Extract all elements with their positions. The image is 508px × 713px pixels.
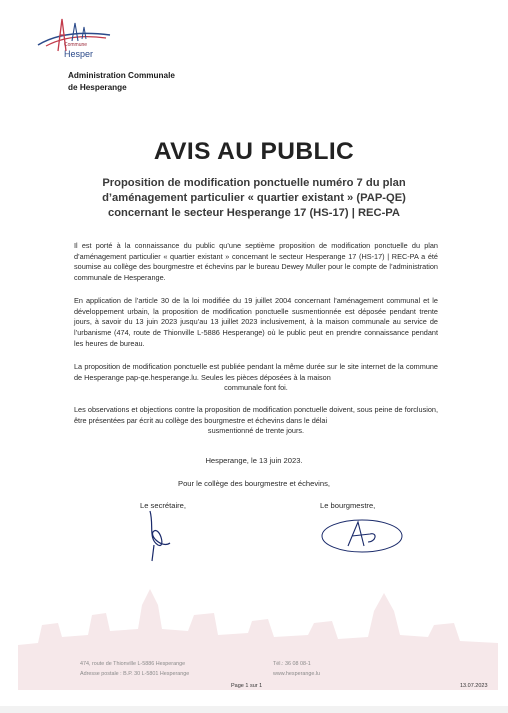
publication-text: La proposition de modification ponctuelle est publiée pendant la même durée sur le site internet de la commune de Hesperange pap-qe.hesperange.lu. Seules les pièces déposées à la maison [74, 362, 438, 382]
publication-text-end: communale font foi. [224, 383, 288, 393]
logo-name-text: Hesper [64, 49, 94, 59]
footer-contact [273, 660, 320, 679]
admin-line-1: Administration Communale [68, 71, 175, 80]
paragraph-publication [74, 362, 438, 394]
logo-small-text: Commune [64, 42, 88, 48]
footer-date: 13.07.2023 [460, 683, 488, 689]
subtitle-line-1: Proposition de modification ponctuelle numéro 7 du plan [102, 177, 406, 189]
subtitle-line-3: concernant le secteur Hesperange 17 (HS-17) | REC-PA [107, 207, 401, 219]
mayor-signature [318, 512, 408, 562]
footer-address-line-1: 474, route de Thionville L-5886 Hesperange [80, 661, 186, 667]
secretary-label: Le secrétaire, [140, 501, 187, 510]
footer-address-line-2: Adresse postale : B.P. 30 L-5801 Hesperange [80, 670, 190, 677]
date-line: Hesperange, le 13 juin 2023. [205, 456, 303, 465]
admin-line-2: de Hesperange [68, 82, 127, 92]
logo-wordmark [64, 41, 93, 59]
notice-subtitle [70, 176, 438, 221]
footer-telephone: Tél.: 36 08 08-1 [273, 661, 311, 667]
mayor-label: Le bourgmestre, [320, 501, 376, 510]
page-number: Page 1 sur 1 [231, 683, 263, 689]
objections-text: Les observations et objections contre la proposition de modification ponctuelle doivent, sous peine de forclusion, être présentées par écrit au collège des bourgmestre et échevins dans le délai [74, 405, 438, 425]
objections-text-end: susmentionné de trente jours. [207, 426, 305, 436]
subtitle-line-2: d’aménagement particulier « quartier existant » (PAP-QE) [102, 192, 406, 204]
footer-address [80, 660, 189, 679]
college-line: Pour le collège des bourgmestre et échevins, [178, 479, 330, 488]
paragraph-legal-deposit: En application de l’article 30 de la loi modifiée du 19 juillet 2004 concernant l’aménagement communal et le développement urbain, la proposition de modification ponctuelle susmentionnée est déposée pendant trente jours, à savoir du 13 juin 2023 jusqu’au 13 juillet 2023 inclusivement, à la maison communale au service de l’urbanisme (474, route de Thionville L-5886 Hesperange) où le public peut en prendre connaissance pendant les heures de bureau. [74, 296, 438, 348]
paragraph-announcement: Il est porté à la connaissance du public qu’une septième proposition de modification ponctuelle du plan d’aménagement particulier « quartier existant » concernant le secteur Hesperange 17 (HS-17) | REC-PA a été soumise au collège des bourgmestre et échevins par le bureau Dewey Muller pour le compte de l’administration communale de Hesperange. [74, 241, 438, 283]
secretary-signature [140, 505, 180, 565]
paragraph-objections [74, 405, 438, 437]
administration-header [68, 70, 175, 93]
bottom-bar [0, 706, 508, 713]
footer-website: www.hesperange.lu [273, 670, 321, 677]
page-title: AVIS AU PUBLIC [153, 138, 355, 165]
